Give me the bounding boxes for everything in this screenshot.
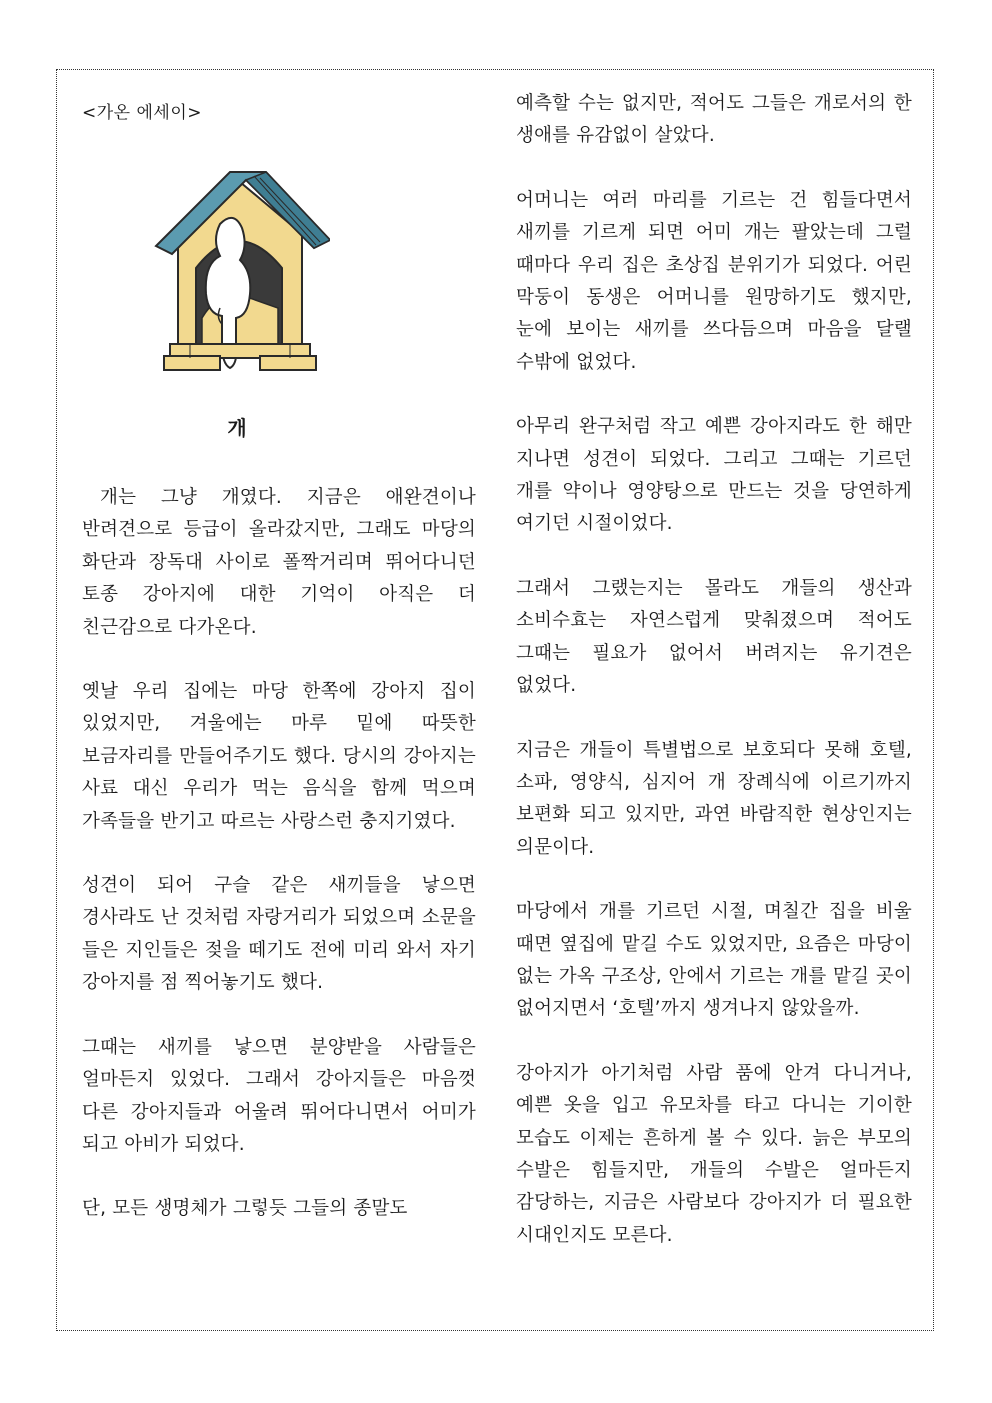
right-column bbox=[516, 88, 912, 1252]
paragraph: 옛날 우리 집에는 마당 한쪽에 강아지 집이 있었지만, 겨울에는 마루 밑에 따뜻한 보금자리를 만들어주기도 했다. 당시의 강아지는 사료 대신 우리가 먹는 음식을 함께 먹으며 가족들을 반기고 따르는 사랑스런 충지기였다. bbox=[82, 681, 476, 832]
paragraph: 어머니는 여러 마리를 기르는 건 힘들다면서 새끼를 기르게 되면 어미 개는 팔았는데 그럴 때마다 우리 집은 초상집 분위기가 되었다. 어린 막둥이 동생은 어머니를 원망하기도 했지만, 눈에 보이는 새끼를 쓰다듬으며 마음을 달랠 수밖에 없었다. bbox=[516, 189, 912, 373]
paragraph: 성견이 되어 구슬 같은 새끼들을 낳으면 경사라도 난 것처럼 자랑거리가 되었으며 소문을 들은 지인들은 젖을 떼기도 전에 미리 와서 자기 강아지를 점 찍어놓기도 했다. bbox=[82, 875, 476, 994]
paragraph: 그래서 그랬는지는 몰라도 개들의 생산과 소비수효는 자연스럽게 맞춰졌으며 적어도 그때는 필요가 없어서 버려지는 유기견은 없었다. bbox=[516, 577, 912, 697]
paragraph: 강아지가 아기처럼 사람 품에 안겨 다니거나, 예쁜 옷을 입고 유모차를 타고 다니는 기이한 모습도 이제는 흔하게 볼 수 있다. 늙은 부모의 수발은 힘들지만, 개들의 수발은 얼마든지 감당하는, 지금은 사람보다 강아지가 더 필요한 시대인지도 모른다. bbox=[516, 1062, 912, 1246]
left-column bbox=[82, 482, 476, 1226]
paragraph: 아무리 완구처럼 작고 예쁜 강아지라도 한 해만 지나면 성견이 되었다. 그리고 그때는 기르던 개를 약이나 영양탕으로 만드는 것을 당연하게 여기던 시절이었다. bbox=[516, 416, 912, 535]
doghouse-illustration bbox=[150, 168, 330, 374]
essay-title: 개 bbox=[227, 416, 247, 440]
paragraph: 예측할 수는 없지만, 적어도 그들은 개로서의 한 생애를 유감없이 살았다. bbox=[516, 93, 912, 147]
paragraph: 그때는 새끼를 낳으면 분양받을 사람들은 얼마든지 있었다. 그래서 강아지들은 마음껏 다른 강아지들과 어울려 뛰어다니면서 어미가 되고 아비가 되었다. bbox=[82, 1036, 476, 1155]
paragraph: 단, 모든 생명체가 그렇듯 그들의 종말도 bbox=[82, 1198, 408, 1220]
paragraph: 지금은 개들이 특별법으로 보호되다 못해 호텔, 소파, 영양식, 심지어 개 장례식에 이르기까지 보편화 되고 있지만, 과연 바람직한 현상인지는 의문이다. bbox=[516, 739, 912, 858]
paragraph: 개는 그냥 개였다. 지금은 애완견이나 반려견으로 등급이 올라갔지만, 그래도 마당의 화단과 장독대 사이로 폴짝거리며 뛰어다니던 토종 강아지에 대한 기억이 아직은 더 친근감으로 다가온다. bbox=[82, 487, 476, 638]
essay-category-label: <가온 에세이> bbox=[82, 103, 203, 123]
paragraph: 마당에서 개를 기르던 시절, 며칠간 집을 비울 때면 옆집에 맡길 수도 있었지만, 요즘은 마당이 없는 가옥 구조상, 안에서 기르는 개를 맡길 곳이 없어지면서 ‘호텔’까지 생겨나지 않았을까. bbox=[516, 901, 912, 1020]
